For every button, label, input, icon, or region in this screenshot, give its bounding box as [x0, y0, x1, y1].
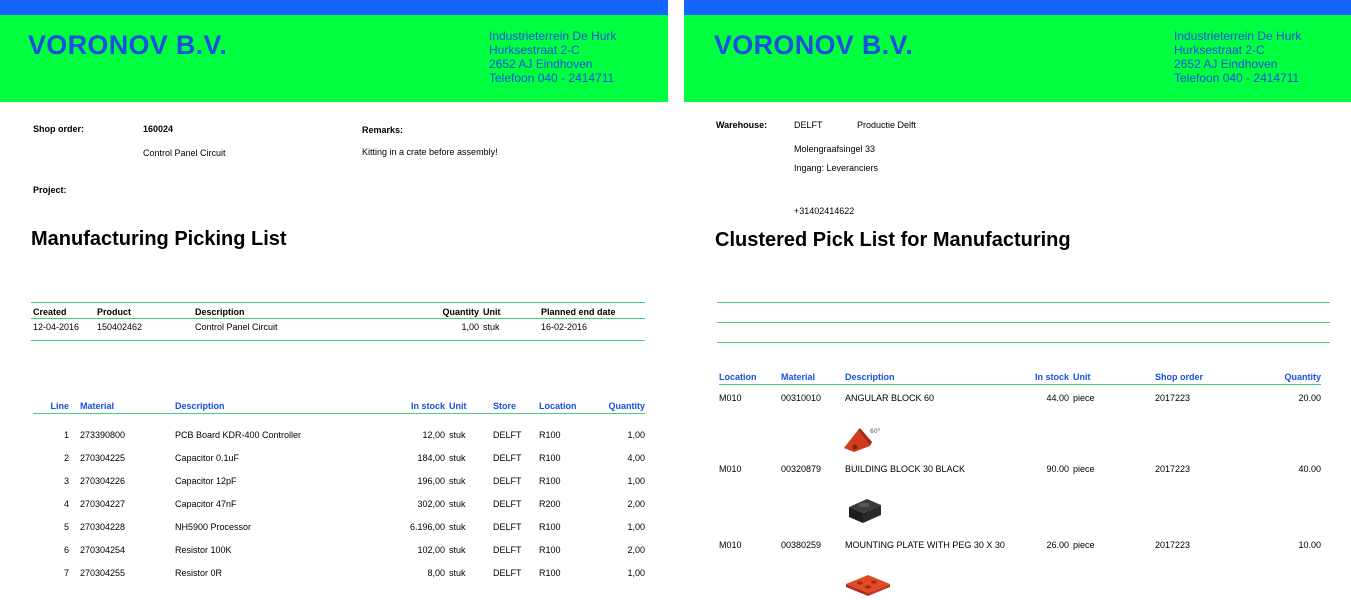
column-header: Location [539, 400, 577, 411]
column-header: In stock [1034, 372, 1069, 383]
address-line: Hurksestraat 2-C [489, 43, 580, 57]
warehouse-name: Productie Delft [857, 120, 917, 130]
remarks-label: Remarks: [362, 125, 404, 135]
column-header: Unit [1073, 372, 1091, 383]
material-code: 00310010 [781, 393, 822, 403]
location: R100 [539, 429, 561, 440]
material-code: 270304228 [80, 521, 126, 532]
line-number: 6 [63, 544, 69, 555]
quantity: 1,00 [627, 475, 645, 486]
mounting-plate-thumbnail [844, 572, 892, 596]
column-header: Quantity [1284, 372, 1321, 383]
shop-order: 2017223 [1155, 464, 1191, 474]
column-header: Quantity [442, 307, 479, 317]
in-stock-value: 26.00 [1046, 540, 1069, 550]
shop-order: 2017223 [1155, 393, 1191, 403]
location: M010 [719, 540, 742, 550]
shop-order-number: 160024 [143, 124, 174, 134]
location: R200 [539, 498, 561, 509]
pick-table [719, 371, 1321, 551]
location: R100 [539, 475, 561, 486]
table-row [33, 515, 645, 538]
material-description: Capacitor 12pF [175, 475, 237, 486]
material-description: BUILDING BLOCK 30 BLACK [845, 464, 966, 474]
project-label: Project: [33, 185, 67, 195]
location: R100 [539, 567, 561, 578]
table-row [33, 423, 645, 446]
company-name: VORONOV B.V. [714, 30, 914, 60]
material-code: 270304254 [80, 544, 126, 555]
location: R100 [539, 452, 561, 463]
table-row [33, 538, 645, 561]
material-code: 273390800 [80, 429, 126, 440]
table-row [719, 392, 1321, 404]
picking-list-page [0, 0, 668, 600]
material-description: ANGULAR BLOCK 60 [845, 393, 935, 403]
in-stock-value: 302,00 [417, 498, 445, 509]
store: DELFT [493, 521, 522, 532]
column-header: Line [50, 400, 69, 411]
line-number: 7 [63, 567, 69, 578]
in-stock-value: 12,00 [422, 429, 445, 440]
location: M010 [719, 393, 742, 403]
shop-order: 2017223 [1155, 540, 1191, 550]
quantity: 4,00 [627, 452, 645, 463]
material-code: 270304255 [80, 567, 126, 578]
unit: stuk [449, 429, 466, 440]
table-row [719, 539, 1321, 551]
column-header: Planned end date [541, 307, 616, 317]
quantity: 1,00 [627, 521, 645, 532]
table-row [719, 463, 1321, 475]
building-block-thumbnail [845, 495, 885, 525]
unit: stuk [449, 498, 466, 509]
line-number: 2 [63, 452, 69, 463]
quantity: 10.00 [1298, 540, 1321, 550]
cell: stuk [483, 322, 500, 332]
material-code: 00380259 [781, 540, 822, 550]
address-line: Industrieterrein De Hurk [489, 29, 617, 43]
column-header: Location [719, 372, 757, 383]
table-rule [31, 340, 645, 341]
remarks-text: Kitting in a crate before assembly! [362, 147, 498, 157]
column-header: Material [80, 400, 115, 411]
material-code: 270304226 [80, 475, 126, 486]
line-number: 5 [63, 521, 69, 532]
picking-lines-table [33, 399, 645, 584]
store: DELFT [493, 567, 522, 578]
table-rule [31, 302, 645, 303]
column-header: Unit [483, 307, 501, 317]
warehouse-label: Warehouse: [716, 120, 768, 130]
store: DELFT [493, 429, 522, 440]
warehouse-code: DELFT [794, 120, 823, 130]
cell: Control Panel Circuit [195, 322, 278, 332]
column-header: Quantity [608, 400, 645, 411]
address-line: 2652 AJ Eindhoven [489, 57, 593, 71]
column-header: Description [195, 307, 245, 317]
store: DELFT [493, 475, 522, 486]
in-stock-value: 90.00 [1046, 464, 1069, 474]
location: R100 [539, 544, 561, 555]
column-header: Material [781, 372, 816, 383]
svg-text:60°: 60° [870, 428, 881, 435]
in-stock-value: 102,00 [417, 544, 445, 555]
quantity: 40.00 [1298, 464, 1321, 474]
in-stock-value: 196,00 [417, 475, 445, 486]
clustered-pick-list-page [684, 0, 1351, 600]
phone-line: Telefoon 040 - 2414711 [1174, 71, 1300, 85]
unit: stuk [449, 544, 466, 555]
store: DELFT [493, 498, 522, 509]
quantity: 20.00 [1298, 393, 1321, 403]
warehouse-entrance: Ingang: Leveranciers [794, 163, 879, 173]
material-code: 270304227 [80, 498, 126, 509]
quantity: 2,00 [627, 498, 645, 509]
table-rule [717, 302, 1330, 303]
material-description: Resistor 100K [175, 544, 232, 555]
in-stock-value: 6.196,00 [409, 521, 445, 532]
in-stock-value: 44.00 [1046, 393, 1069, 403]
material-description: Capacitor 0.1uF [175, 452, 240, 463]
line-number: 4 [63, 498, 69, 509]
company-name: VORONOV B.V. [28, 30, 228, 60]
store: DELFT [493, 452, 522, 463]
warehouse-street: Molengraafsingel 33 [794, 144, 876, 154]
unit: stuk [449, 521, 466, 532]
material-description: Resistor 0R [175, 567, 223, 578]
unit: stuk [449, 567, 466, 578]
company-address [489, 29, 616, 85]
table-row [33, 469, 645, 492]
material-description: NH5900 Processor [175, 521, 252, 532]
line-number: 1 [63, 429, 69, 440]
angular-block-thumbnail [840, 424, 884, 454]
store: DELFT [493, 544, 522, 555]
table-rule [31, 318, 645, 319]
document-title: Manufacturing Picking List [31, 228, 287, 250]
material-description: MOUNTING PLATE WITH PEG 30 X 30 [845, 540, 1005, 550]
line-number: 3 [63, 475, 69, 486]
shop-order-description: Control Panel Circuit [143, 148, 226, 158]
column-header: Product [97, 307, 132, 317]
column-header: In stock [410, 400, 445, 411]
material-code: 270304225 [80, 452, 126, 463]
cell: 1,00 [461, 322, 479, 332]
column-header: Unit [449, 400, 467, 411]
location: R100 [539, 521, 561, 532]
column-header: Shop order [1155, 372, 1204, 383]
table-rule [717, 322, 1330, 323]
cell: 12-04-2016 [33, 322, 80, 332]
top-color-bar [0, 0, 668, 15]
material-description: PCB Board KDR-400 Controller [175, 429, 302, 440]
column-header: Description [175, 400, 225, 411]
column-header: Created [33, 307, 67, 317]
table-rule [717, 342, 1330, 343]
table-row [33, 561, 645, 584]
column-header: Description [845, 372, 895, 383]
table-row [33, 446, 645, 469]
unit: stuk [449, 475, 466, 486]
material-description: Capacitor 47nF [175, 498, 237, 509]
quantity: 2,00 [627, 544, 645, 555]
cell: 16-02-2016 [541, 322, 588, 332]
unit: piece [1073, 540, 1095, 550]
unit: piece [1073, 464, 1095, 474]
material-code: 00320879 [781, 464, 822, 474]
top-color-bar [684, 0, 1351, 15]
company-address [1174, 29, 1301, 85]
phone-line: Telefoon 040 - 2414711 [489, 71, 615, 85]
document-title: Clustered Pick List for Manufacturing [715, 229, 1071, 251]
in-stock-value: 8,00 [427, 567, 445, 578]
location: M010 [719, 464, 742, 474]
unit: stuk [449, 452, 466, 463]
column-header: Store [493, 400, 517, 411]
quantity: 1,00 [627, 567, 645, 578]
address-line: Hurksestraat 2-C [1174, 43, 1265, 57]
in-stock-value: 184,00 [417, 452, 445, 463]
address-line: 2652 AJ Eindhoven [1174, 57, 1278, 71]
table-row [33, 492, 645, 515]
address-line: Industrieterrein De Hurk [1174, 29, 1302, 43]
warehouse-phone: +31402414622 [794, 206, 855, 216]
quantity: 1,00 [627, 429, 645, 440]
cell: 150402462 [97, 322, 143, 332]
unit: piece [1073, 393, 1095, 403]
shop-order-label: Shop order: [33, 124, 84, 134]
table-row [33, 318, 643, 336]
order-header-table [33, 306, 643, 336]
